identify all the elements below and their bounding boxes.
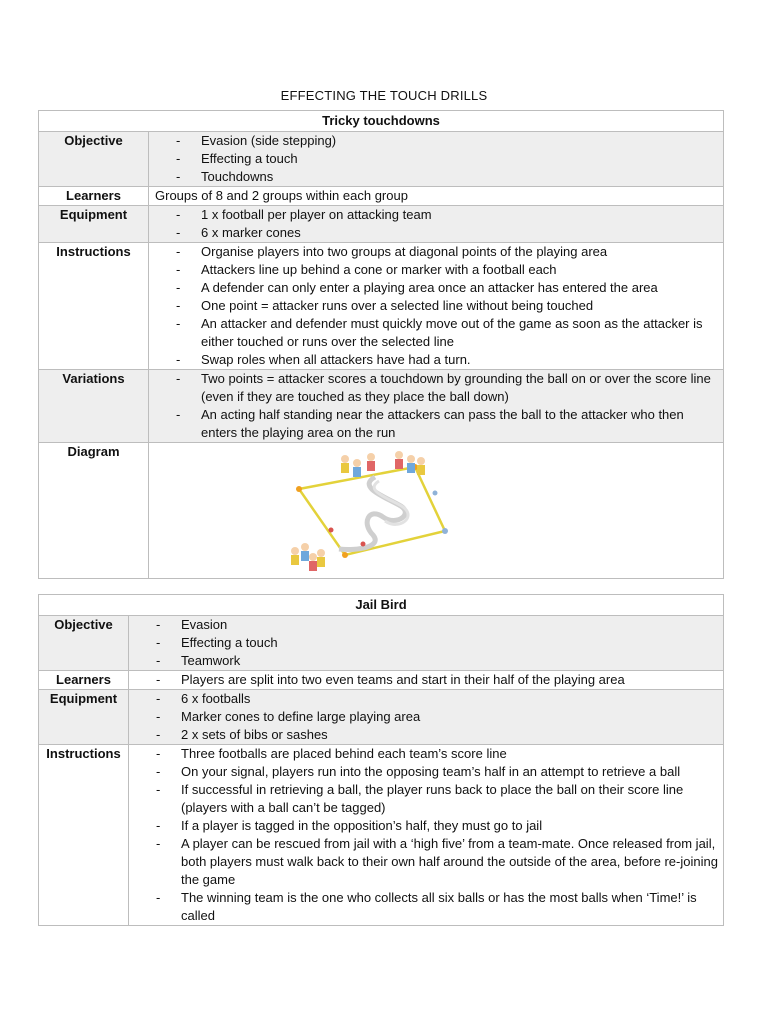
equipment-label: Equipment <box>39 690 129 745</box>
run-path <box>339 477 405 549</box>
list-item: - Touchdowns <box>149 168 723 186</box>
list-item: - Effecting a touch <box>149 150 723 168</box>
cone-marker <box>433 491 438 496</box>
learners-label: Learners <box>39 671 129 690</box>
instructions-list <box>129 745 724 926</box>
variations-list <box>149 370 724 443</box>
instructions-label: Instructions <box>39 745 129 926</box>
list-item: - Swap roles when all attackers have had a turn. <box>149 351 723 369</box>
list-item: - A defender can only enter a playing area once an attacker has entered the area <box>149 279 723 297</box>
list-item: - Attackers line up behind a cone or marker with a football each <box>149 261 723 279</box>
objective-list <box>149 132 724 187</box>
cone-marker <box>361 542 366 547</box>
playing-area-diagram <box>287 447 457 577</box>
drill-title: Jail Bird <box>39 595 724 616</box>
learners-text: Groups of 8 and 2 groups within each group <box>149 187 724 206</box>
list-item: - Effecting a touch <box>129 634 723 652</box>
cone-marker <box>296 486 302 492</box>
drill-title: Tricky touchdowns <box>39 111 724 132</box>
diagram-cell <box>149 443 724 579</box>
drill-table-tricky-touchdowns <box>38 110 724 579</box>
list-item: - Teamwork <box>129 652 723 670</box>
drill-table-jail-bird <box>38 594 724 926</box>
learners-label: Learners <box>39 187 149 206</box>
player-group-bottom <box>291 543 325 571</box>
diagram-label: Diagram <box>39 443 149 579</box>
list-item: - Marker cones to define large playing area <box>129 708 723 726</box>
list-item: - One point = attacker runs over a selected line without being touched <box>149 297 723 315</box>
learners-list <box>129 671 724 690</box>
list-item: - Organise players into two groups at diagonal points of the playing area <box>149 243 723 261</box>
list-item: - Evasion (side stepping) <box>149 132 723 150</box>
list-item: - On your signal, players run into the opposing team’s half in an attempt to retrieve a ball <box>129 763 723 781</box>
objective-label: Objective <box>39 616 129 671</box>
list-item: - Evasion <box>129 616 723 634</box>
page-title: EFFECTING THE TOUCH DRILLS <box>280 88 488 103</box>
objective-label: Objective <box>39 132 149 187</box>
list-item: - An attacker and defender must quickly move out of the game as soon as the attacker is either touched or runs over the selected line <box>149 315 723 351</box>
cone-marker <box>342 552 348 558</box>
list-item: - An acting half standing near the attackers can pass the ball to the attacker who then enters the playing area on the run <box>149 406 723 442</box>
list-item: - 2 x sets of bibs or sashes <box>129 726 723 744</box>
list-item: - The winning team is the one who collects all six balls or has the most balls when ‘Time!’ is called <box>129 889 723 925</box>
cone-marker <box>442 528 448 534</box>
list-item: - 6 x marker cones <box>149 224 723 242</box>
instructions-list <box>149 243 724 370</box>
list-item: - Three footballs are placed behind each team’s score line <box>129 745 723 763</box>
list-item: - A player can be rescued from jail with a ‘high five’ from a team-mate. Once released from jail, both players must walk back to their own half around the outside of the area, before re-joining the game <box>129 835 723 889</box>
cone-marker <box>329 528 334 533</box>
equipment-list <box>149 206 724 243</box>
list-item: - Players are split into two even teams and start in their half of the playing area <box>129 671 723 689</box>
equipment-list <box>129 690 724 745</box>
instructions-label: Instructions <box>39 243 149 370</box>
list-item: - Two points = attacker scores a touchdown by grounding the ball on or over the score line (even if they are touched as they place the ball down) <box>149 370 723 406</box>
list-item: - If successful in retrieving a ball, the player runs back to place the ball on their score line (players with a ball can’t be tagged) <box>129 781 723 817</box>
list-item: - If a player is tagged in the opposition’s half, they must go to jail <box>129 817 723 835</box>
variations-label: Variations <box>39 370 149 443</box>
objective-list <box>129 616 724 671</box>
list-item: - 1 x football per player on attacking team <box>149 206 723 224</box>
list-item: - 6 x footballs <box>129 690 723 708</box>
equipment-label: Equipment <box>39 206 149 243</box>
